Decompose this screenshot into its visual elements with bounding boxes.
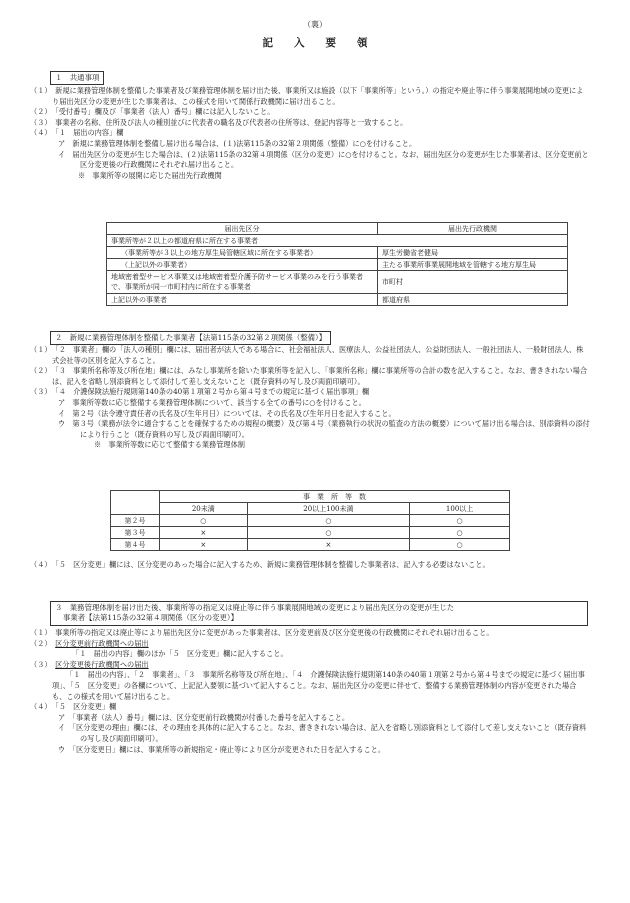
sec3-item-3-body: 「１ 届出の内容」、「２ 事業者」、「３ 事業所名称等及び所在地」、「４ 介護保険法施行規則第140条の40第１項第２号から第４号までの規定に基づく届出事項」、「５ 区分変更」の各欄について、上記記入要領に基づいて記入すること。なお、届出先区分の変更に伴せて、整備する業務管理体制の内容が変更された場合も、この様式を用いて届け出ること。 — [52, 670, 585, 701]
sec2-th-col-3: 100以上 — [410, 503, 510, 515]
sec1-th-agency: 届出先行政機関 — [378, 223, 568, 235]
sec2-row-label: 第４号 — [111, 539, 160, 551]
sec2-cell: × — [247, 539, 410, 551]
sec3-sub-c: ウ 「区分変更日」欄には、事業所等の新規指定・廃止等により区分が変更された日を記入すること。 — [58, 744, 386, 754]
section-2-heading: ２ 新規に業務管理体制を整備した事業者【法第115条の32第２項関係（整備）】 — [50, 331, 331, 345]
back-side-label: （裏） — [303, 20, 327, 29]
sec3-item-2-title: 区分変更前行政機関への届出 — [55, 638, 149, 648]
sec1-row-4-cat: 地域密着型サービス事業又は地域密着型介護予防サービス事業のみを行う事業者で、事業所が同一市町村内に所在する事業者 — [107, 271, 378, 294]
sec1-note: ※ 事業所等の展開に応じた届出先行政機関 — [78, 170, 222, 180]
sec2-cell: ○ — [410, 539, 510, 551]
sec3-item-2 — [30, 639, 590, 650]
sec2-cell: ○ — [247, 527, 410, 539]
sec3-item-3 — [30, 660, 590, 671]
sec2-table — [110, 490, 510, 551]
sec2-th-col-2: 20以上100未満 — [247, 503, 410, 515]
sec2-sub-c: ウ 第３号（業務が法令に適合することを確保するための規程の概要）及び第４号（業務執行の状況の監査の方法の概要）について届け出る場合は、別添資料の添付により行うこと（既存資料の写し及び両面印刷可）。 — [58, 419, 590, 439]
sec3-item-3-label: （３） — [30, 659, 56, 669]
sec1-sub-a: ア 新規に業務管理体制を整備し届け出る場合は、(１)法第115条の32第２項関係（整備）に○を付けること。 — [58, 138, 417, 148]
sec2-item-2: （２） 「３ 事業所名称等及び所在地」欄には、みなし事業所を除いた事業所等を記入し、「事業所名称」欄に事業所等の合計の数を記入すること。なお、書ききれない場合は、記入を省略し別添資料として添付して差し支えないこと（既存資料の写し及び両面印刷可）。 — [30, 366, 588, 386]
sec3-item-4: （４） 「５ 区分変更」欄 — [30, 702, 117, 712]
sec3-sub-a: ア 「事業者（法人）番号」欄には、区分変更前行政機関が付番した番号を記入すること。 — [58, 712, 350, 722]
sec1-row-4-agency: 市町村 — [378, 271, 568, 294]
sec3-item-2-body: 「１ 届出の内容」欄のほか「５ 区分変更」欄に記入すること。 — [72, 649, 288, 659]
sec1-table — [106, 222, 568, 306]
sec2-cell: ○ — [410, 515, 510, 527]
sec2-cell: ○ — [247, 515, 410, 527]
section-3-heading-line-1: ３ 業務管理体制を届け出た後、事業所等の指定又は廃止等に伴う事業展開地域の変更により届出先区分の変更が生じた — [55, 603, 455, 612]
sec2-th-group: 事 業 所 等 数 — [160, 491, 510, 503]
section-2-body-tail — [30, 560, 590, 571]
sec1-row-2-agency: 厚生労働省老健局 — [378, 247, 568, 259]
section-1-heading: １ 共通事項 — [50, 71, 104, 85]
sec2-th-blank — [111, 491, 160, 515]
page-title: 記 入 要 領 — [262, 37, 368, 49]
sec2-item-1: （１） 「２ 事業者」欄の「法人の種別」欄には、届出者が法人である場合に、社会福祉法人、医療法人、公益社団法人、公益財団法人、一般社団法人、一般財団法人、株式会社等の区別を記入すること。 — [30, 345, 584, 365]
sec3-sub-b: イ 「区分変更の理由」欄には、その理由を具体的に記入すること。なお、書ききれない場合は、記入を省略し別添資料として添付して差し支えないこと（既存資料の写し及び両面印刷可）。 — [58, 723, 587, 743]
sec1-row-2-cat: （事業所等が３以上の地方厚生局管轄区域に所在する事業者） — [107, 247, 378, 259]
sec1-row-3-agency: 主たる事業所事業展開地域を管轄する地方厚生局 — [378, 259, 568, 271]
section-2-body — [30, 345, 590, 451]
sec2-note: ※ 事業所等数に応じて整備する業務管理体制 — [94, 440, 245, 450]
sec1-row-5-agency: 都道府県 — [378, 294, 568, 306]
sec2-row-label: 第３号 — [111, 527, 160, 539]
section-3-heading — [50, 601, 588, 626]
sec1-row-3-cat: （上記以外の事業者） — [107, 259, 378, 271]
sec2-cell: ○ — [160, 515, 248, 527]
section-3-heading-line-2: 事業者【法第115条の32第４項関係（区分の変更）】 — [63, 613, 239, 623]
sec2-cell: ○ — [410, 527, 510, 539]
section-3-body — [30, 628, 590, 755]
sec2-row-label: 第２号 — [111, 515, 160, 527]
section-1-body — [30, 86, 590, 181]
sec3-item-3-title: 区分変更後行政機関への届出 — [55, 659, 149, 669]
sec2-th-col-1: 20未満 — [160, 503, 248, 515]
sec2-item-3: （３） 「４ 介護保険法施行規則第140条の40第１項第２号から第４号までの規定に基づく届出事項」欄 — [30, 387, 370, 397]
sec1-sub-b: イ 届出先区分の変更が生じた場合は、(２)法第115条の32第４項関係（区分の変更）に○を付けること。なお、届出先区分の変更が生じた事業者は、区分変更前と区分変更後の行政機関にそれぞれ届け出ること。 — [58, 149, 589, 170]
sec1-th-category: 届出先区分 — [107, 223, 378, 235]
sec2-sub-b: イ 第２号（法令遵守責任者の氏名及び生年月日）については、その氏名及び生年月日を記入すること。 — [58, 408, 396, 418]
sec1-row-5-cat: 上記以外の事業者 — [107, 294, 378, 306]
sec1-item-4: （４） 「１ 届出の内容」欄 — [30, 128, 124, 138]
sec3-item-1: （１） 事業所等の指定又は廃止等により届出先区分に変更があった事業者は、区分変更前及び区分変更後の行政機関にそれぞれ届け出ること。 — [30, 628, 494, 637]
sec2-sub-a: ア 事業所等数に応じ整備する業務管理体制について、該当する全ての番号に○を付けること。 — [58, 397, 366, 407]
sec2-item-4: （４） 「５ 区分変更」欄には、区分変更のあった場合に記入するため、新規に業務管理体制を整備した事業者は、記入する必要はないこと。 — [30, 560, 490, 569]
sec1-row-1-cat: 事業所等が２以上の都道府県に所在する事業者 — [107, 235, 568, 247]
sec3-item-2-label: （２） — [30, 638, 56, 648]
sec1-item-3: （３） 事業者の名称、住所及び法人の種別並びに代表者の職名及び代表者の住所等は、登記内容等と一致すること。 — [30, 117, 408, 127]
sec2-cell: × — [160, 527, 248, 539]
sec2-cell: × — [160, 539, 248, 551]
sec1-item-1: （１） 新規に業務管理体制を整備した事業者及び業務管理体制を届け出た後、事業所又は施設（以下「事業所等」という。）の指定や廃止等に伴う事業展開地域の変更により届出先区分の変更が生じた事業者は、この様式を用いて関係行政機関に届け出ること。 — [30, 86, 584, 106]
sec1-item-2: （２） 「受付番号」欄及び「事業者（法人）番号」欄には記入しないこと。 — [30, 107, 275, 117]
